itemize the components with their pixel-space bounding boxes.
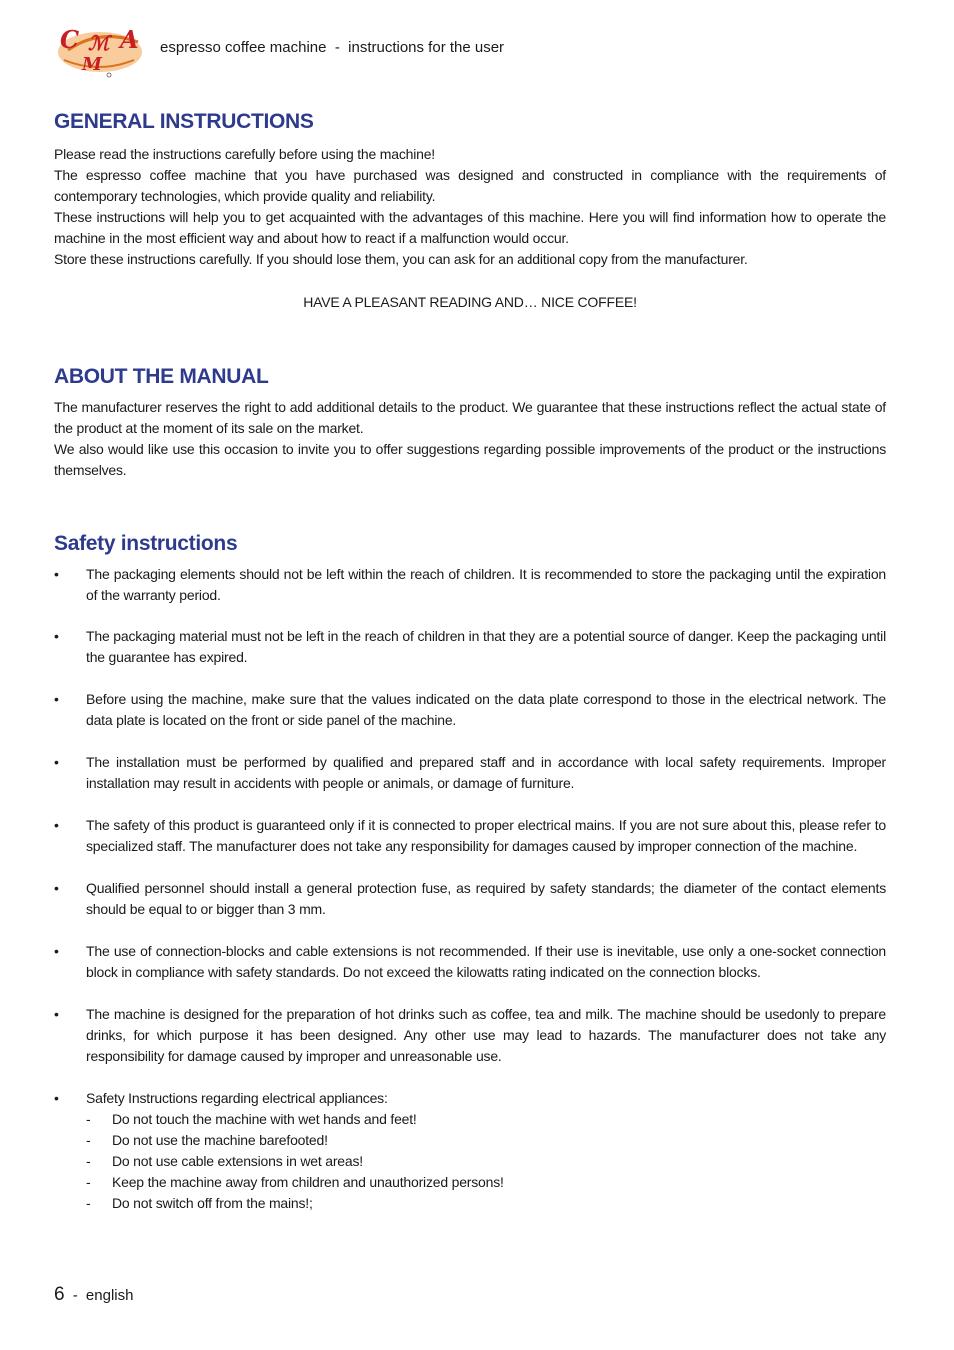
bullet-icon: • [54, 1006, 59, 1022]
list-item: • Safety Instructions regarding electrical appliances: - Do not touch the machine with wet hands and feet! - Do not use the machine barefooted! - Do not use cable extensions in wet areas! - Keep the machine away from children and unauthorized persons! - Do not switch off from the mains!; [54, 1088, 886, 1214]
sub-list-item: - Do not use the machine barefooted! [86, 1130, 886, 1151]
list-item: • Qualified personnel should install a general protection fuse, as required by safety standards; the diameter of the contact elements should be equal to or bigger than 3 mm. [54, 880, 886, 917]
svg-text:A: A [120, 25, 139, 54]
dash-icon: - [86, 1153, 91, 1169]
about-manual-heading: ABOUT THE MANUAL [54, 365, 269, 388]
list-item: • The use of connection-blocks and cable extensions is not recommended. If their use is inevitable, use only a one-socket connection block in compliance with safety standards. Do not exceed the kilowatts rating indicated on the connection blocks. [54, 943, 886, 980]
manual-paragraph: The manufacturer reserves the right to add additional details to the product. We guarantee that these instructions reflect the actual state of the product at the moment of its sale on the market. [54, 399, 886, 436]
dash-icon: - [86, 1174, 91, 1190]
list-item: • The packaging elements should not be left within the reach of children. It is recommended to store the packaging until the expiration of the warranty period. [54, 566, 886, 603]
list-item: • The packaging material must not be left in the reach of children in that they are a potential source of danger. Keep the packaging until the guarantee has expired. [54, 628, 886, 665]
svg-text:M: M [82, 54, 102, 75]
general-paragraph: Store these instructions carefully. If you should lose them, you can ask for an additional copy from the manufacturer. [54, 251, 748, 267]
page-footer [54, 1284, 133, 1306]
safety-list [54, 564, 886, 1214]
cma-logo [54, 20, 146, 80]
closing-line: HAVE A PLEASANT READING AND… NICE COFFEE! [303, 294, 637, 310]
general-instructions-heading: GENERAL INSTRUCTIONS [54, 110, 314, 133]
general-paragraph: These instructions will help you to get acquainted with the advantages of this machine. Here you will find information how to operate the machine in the most efficient way and about how to react if a malfunction would occur. [54, 209, 886, 246]
bullet-icon: • [54, 817, 59, 833]
general-paragraph: Please read the instructions carefully before using the machine! [54, 146, 435, 162]
sub-list-item: - Do not switch off from the mains!; [86, 1193, 886, 1214]
dash-icon: - [86, 1195, 91, 1211]
safety-instructions-heading: Safety instructions [54, 532, 238, 555]
dash-icon: - [86, 1111, 91, 1127]
manual-paragraph: We also would like use this occasion to invite you to offer suggestions regarding possible improvements of the product or the instructions themselves. [54, 441, 886, 478]
sub-list-item: - Do not use cable extensions in wet areas! [86, 1151, 886, 1172]
list-item: • The installation must be performed by qualified and prepared staff and in accordance with local safety requirements. Improper installation may result in accidents with people or animals, or damage of furniture. [54, 754, 886, 791]
bullet-icon: • [54, 880, 59, 896]
dash-icon: - [86, 1132, 91, 1148]
bullet-icon: • [54, 943, 59, 959]
page-content [54, 108, 886, 1214]
svg-text:ℳ: ℳ [88, 31, 110, 55]
footer-separator: - [72, 1287, 78, 1304]
svg-text:C: C [60, 25, 80, 54]
bullet-icon: • [54, 691, 59, 707]
sub-list-item: - Keep the machine away from children and unauthorized persons! [86, 1172, 886, 1193]
sub-list-item: - Do not touch the machine with wet hands and feet! [86, 1109, 886, 1130]
page-number: 6 [54, 1284, 65, 1305]
page-header [54, 20, 914, 80]
list-item: • The machine is designed for the preparation of hot drinks such as coffee, tea and milk. The machine should be usedonly to prepare drinks, for which purpose it has been designed. Any other use may lead to hazards. The manufacturer does not take any responsibility for damage caused by improper and unreasonable use. [54, 1006, 886, 1064]
list-item: • The safety of this product is guaranteed only if it is connected to proper electrical mains. If you are not sure about this, please refer to specialized staff. The manufacturer does not take any responsibility for damages caused by improper connection of the machine. [54, 817, 886, 854]
list-item: • Before using the machine, make sure that the values indicated on the data plate correspond to those in the electrical network. The data plate is located on the front or side panel of the machine. [54, 691, 886, 728]
bullet-icon: • [54, 754, 59, 770]
bullet-icon: • [54, 1090, 59, 1106]
bullet-icon: • [54, 628, 59, 644]
electrical-safety-sublist [54, 1109, 886, 1214]
bullet-icon: • [54, 566, 59, 582]
header-title: espresso coffee machine - instructions for the user [160, 39, 505, 56]
footer-language: english [85, 1287, 134, 1304]
general-paragraph: The espresso coffee machine that you have purchased was designed and constructed in compliance with the requirements of contemporary technologies, which provide quality and reliability. [54, 167, 886, 204]
